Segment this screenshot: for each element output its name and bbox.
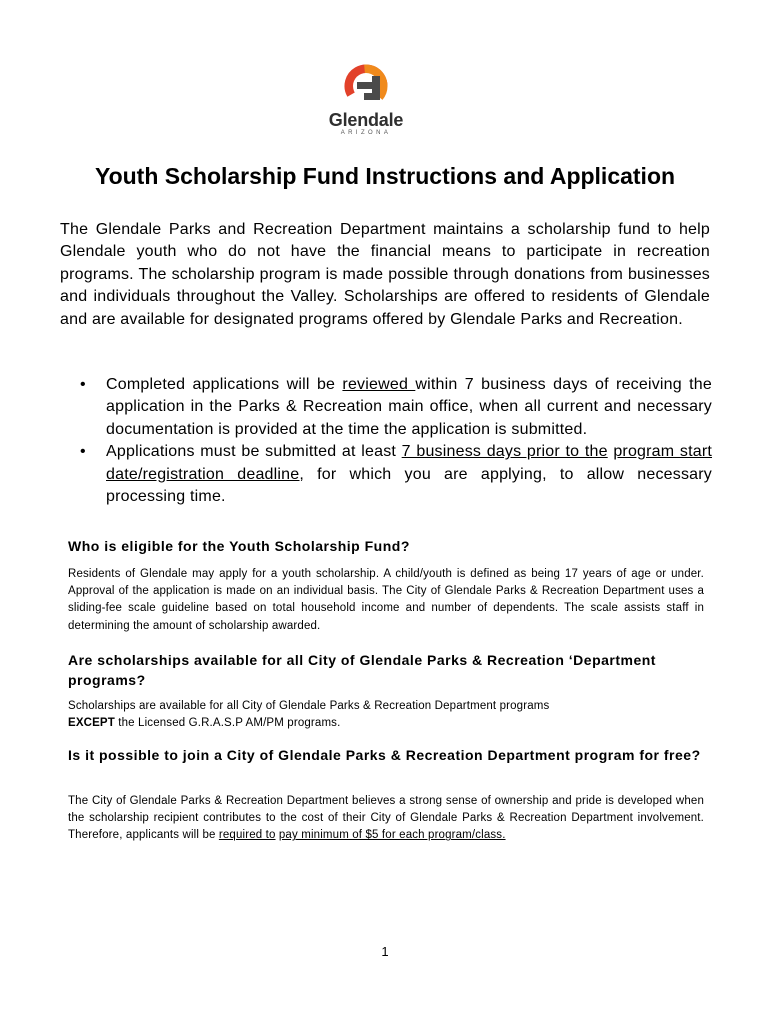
page-number: 1	[381, 944, 389, 959]
free-heading: Is it possible to join a City of Glendale Parks & Recreation Department program for free?	[68, 747, 701, 763]
logo-subtitle: ARIZONA	[340, 130, 392, 136]
glendale-g-icon	[342, 62, 390, 110]
bullet-icon: •	[80, 376, 86, 393]
page-title: Youth Scholarship Fund Instructions and Application	[94, 163, 676, 189]
bullet-icon: •	[80, 443, 86, 461]
available-heading: Are scholarships available for all City of Glendale Parks & Recreation ‘Department programs?	[68, 652, 656, 688]
available-paragraph: Scholarships are available for all City of Glendale Parks & Recreation Department programs EXCEPT the Licensed G.R.A.S.P AM/PM programs.	[68, 700, 550, 730]
eligible-heading: Who is eligible for the Youth Scholarship Fund?	[68, 538, 410, 554]
list-item: • Completed applications will be reviewed within 7 business days of receiving the application in the Parks & Recreation main office, when all current and necessary documentation is provided at the time the application is submitted.	[80, 376, 713, 438]
logo-name: Glendale	[328, 110, 404, 130]
eligible-paragraph: Residents of Glendale may apply for a youth scholarship. A child/youth is defined as being 17 years of age or under. Approval of the application is made on an individual basis. The City of Glendale Parks & Recreation Department uses a sliding-fee scale guideline based on total household income and number of dependents. The scale assists staff in determining the amount of scholarship awarded.	[68, 568, 704, 632]
glendale-logo	[318, 62, 414, 146]
free-paragraph: The City of Glendale Parks & Recreation Department believes a strong sense of ownership and pride is developed when the scholarship recipient contributes to the cost of their City of Glendale Parks & Recreation Department involvement. Therefore, applicants will be required to pay minimum of $5 for each program/class.	[68, 795, 704, 842]
intro-paragraph: The Glendale Parks and Recreation Department maintains a scholarship fund to help Glendale youth who do not have the financial means to participate in recreation programs. The scholarship program is made possible through donations from businesses and individuals throughout the Valley. Scholarships are offered to residents of Glendale and are available for designated programs offered by Glendale Parks and Recreation.	[60, 221, 710, 328]
list-item: • Applications must be submitted at least 7 business days prior to the program start date/registration deadline, for which you are applying, to allow necessary processing time.	[80, 443, 713, 506]
instructions-list	[60, 374, 712, 508]
